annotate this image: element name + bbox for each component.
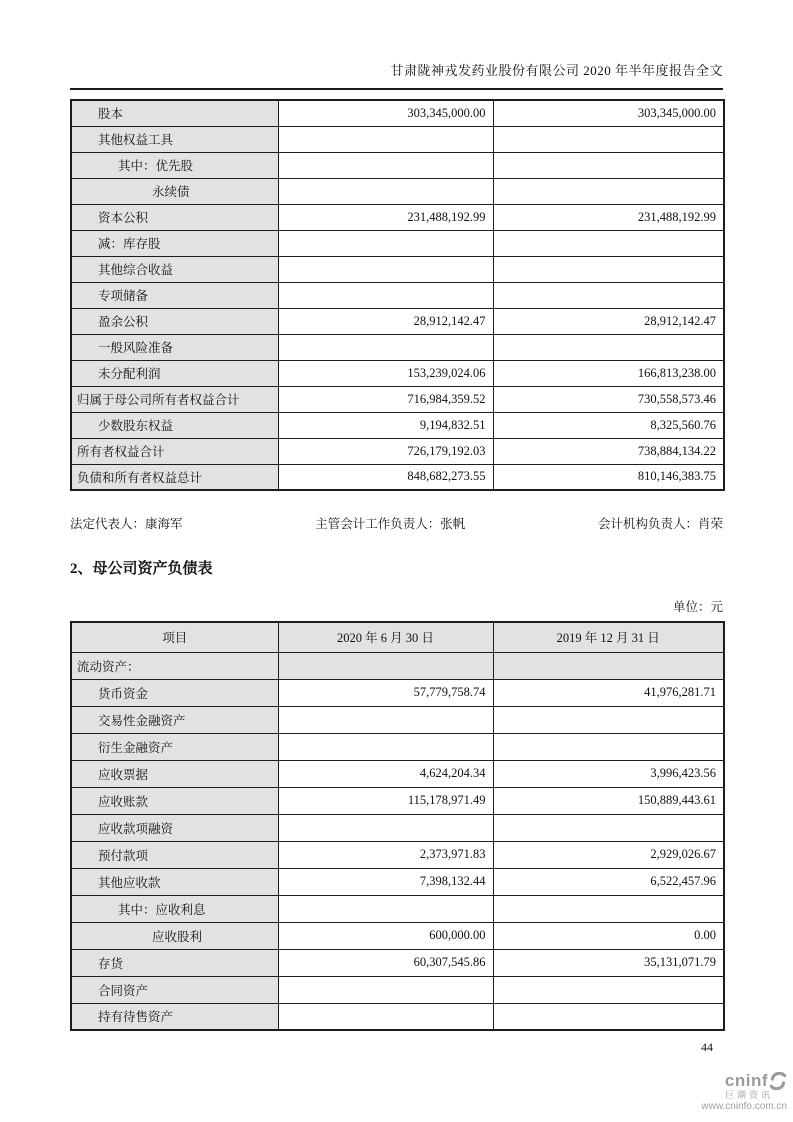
cninfo-url: www.cninfo.com.cn [701, 1101, 787, 1113]
value-2020 [278, 976, 493, 1003]
row-label: 减：库存股 [71, 230, 278, 256]
table-row [71, 204, 724, 230]
table2-body [71, 652, 724, 1030]
parent-company-balance-sheet-table [70, 621, 725, 1031]
value-2019: 0.00 [493, 922, 724, 949]
row-label: 股本 [71, 100, 278, 126]
table-row [71, 308, 724, 334]
value-2019 [493, 706, 724, 733]
table-row [71, 679, 724, 706]
value-2020 [278, 895, 493, 922]
table1-body [71, 100, 724, 490]
value-prior: 730,558,573.46 [493, 386, 724, 412]
value-2019 [493, 895, 724, 922]
accounting-department-head: 会计机构负责人：肖荣 [597, 517, 723, 531]
value-prior [493, 152, 724, 178]
row-label: 所有者权益合计 [71, 438, 278, 464]
table-row [71, 282, 724, 308]
legal-representative: 法定代表人：康海军 [70, 517, 183, 531]
value-current: 716,984,359.52 [278, 386, 493, 412]
row-label: 衍生金融资产 [71, 733, 278, 760]
value-prior: 231,488,192.99 [493, 204, 724, 230]
value-2019 [493, 1003, 724, 1030]
value-current [278, 152, 493, 178]
value-2020: 60,307,545.86 [278, 949, 493, 976]
value-prior: 810,146,383.75 [493, 464, 724, 490]
table-row [71, 787, 724, 814]
row-label: 盈余公积 [71, 308, 278, 334]
value-2020: 4,624,204.34 [278, 760, 493, 787]
page-header-title: 甘肃陇神戎发药业股份有限公司 2020 年半年度报告全文 [70, 0, 723, 90]
table-row [71, 386, 724, 412]
row-label: 存货 [71, 949, 278, 976]
value-prior: 303,345,000.00 [493, 100, 724, 126]
consolidated-balance-sheet-equity-table [70, 99, 725, 491]
row-label: 其他权益工具 [71, 126, 278, 152]
value-current: 848,682,273.55 [278, 464, 493, 490]
row-label: 交易性金融资产 [71, 706, 278, 733]
value-prior: 28,912,142.47 [493, 308, 724, 334]
value-2019 [493, 733, 724, 760]
value-current: 726,179,192.03 [278, 438, 493, 464]
value-2019: 6,522,457.96 [493, 868, 724, 895]
row-label: 归属于母公司所有者权益合计 [71, 386, 278, 412]
value-current: 153,239,024.06 [278, 360, 493, 386]
table-row [71, 126, 724, 152]
table-row [71, 178, 724, 204]
row-label: 预付款项 [71, 841, 278, 868]
row-label: 其他应收款 [71, 868, 278, 895]
table-row [71, 706, 724, 733]
value-2020 [278, 652, 493, 679]
table-row [71, 868, 724, 895]
value-2019 [493, 652, 724, 679]
cninfo-chinese-name: 巨潮资讯 [724, 1090, 773, 1100]
value-2020 [278, 706, 493, 733]
row-label: 永续债 [71, 178, 278, 204]
table-row [71, 841, 724, 868]
row-label: 应收账款 [71, 787, 278, 814]
section-title: 2、母公司资产负债表 [70, 561, 213, 577]
row-label: 一般风险准备 [71, 334, 278, 360]
column-header-2020: 2020 年 6 月 30 日 [278, 622, 493, 652]
cninfo-swirl-icon [769, 1072, 787, 1090]
value-prior [493, 256, 724, 282]
value-current: 9,194,832.51 [278, 412, 493, 438]
row-label: 少数股东权益 [71, 412, 278, 438]
table-row [71, 412, 724, 438]
value-2020: 600,000.00 [278, 922, 493, 949]
value-prior [493, 282, 724, 308]
value-prior: 166,813,238.00 [493, 360, 724, 386]
value-prior [493, 334, 724, 360]
row-label: 流动资产： [71, 652, 278, 679]
table-row [71, 360, 724, 386]
row-label: 其中：应收利息 [71, 895, 278, 922]
table-row [71, 256, 724, 282]
row-label: 其中：优先股 [71, 152, 278, 178]
value-2019: 35,131,071.79 [493, 949, 724, 976]
value-2019: 150,889,443.61 [493, 787, 724, 814]
row-label: 资本公积 [71, 204, 278, 230]
value-prior: 738,884,134.22 [493, 438, 724, 464]
value-2020 [278, 733, 493, 760]
table-row [71, 152, 724, 178]
value-current: 303,345,000.00 [278, 100, 493, 126]
column-header-item: 项目 [71, 622, 278, 652]
value-2020: 7,398,132.44 [278, 868, 493, 895]
row-label: 持有待售资产 [71, 1003, 278, 1030]
cninfo-logo [657, 1072, 787, 1113]
row-label: 货币资金 [71, 679, 278, 706]
table-row [71, 895, 724, 922]
signature-line [70, 514, 723, 532]
row-label: 合同资产 [71, 976, 278, 1003]
row-label: 应收票据 [71, 760, 278, 787]
table-row [71, 922, 724, 949]
row-label: 专项储备 [71, 282, 278, 308]
table-row [71, 1003, 724, 1030]
value-2020 [278, 814, 493, 841]
chief-accounting-officer: 主管会计工作负责人：张帆 [315, 517, 466, 531]
value-current [278, 230, 493, 256]
table-row [71, 733, 724, 760]
table-row [71, 230, 724, 256]
row-label: 其他综合收益 [71, 256, 278, 282]
table-row [71, 438, 724, 464]
value-2019 [493, 976, 724, 1003]
value-2020 [278, 1003, 493, 1030]
table-row [71, 100, 724, 126]
row-label: 负债和所有者权益总计 [71, 464, 278, 490]
row-label: 应收款项融资 [71, 814, 278, 841]
table-row [71, 814, 724, 841]
table-row [71, 949, 724, 976]
value-prior [493, 230, 724, 256]
value-2020: 57,779,758.74 [278, 679, 493, 706]
value-current [278, 282, 493, 308]
value-prior [493, 178, 724, 204]
value-current: 28,912,142.47 [278, 308, 493, 334]
value-2019 [493, 814, 724, 841]
page-number: 44 [701, 1040, 713, 1054]
value-2020: 115,178,971.49 [278, 787, 493, 814]
value-current: 231,488,192.99 [278, 204, 493, 230]
value-2019: 2,929,026.67 [493, 841, 724, 868]
row-label: 应收股利 [71, 922, 278, 949]
row-label: 未分配利润 [71, 360, 278, 386]
table-row [71, 652, 724, 679]
value-2019: 41,976,281.71 [493, 679, 724, 706]
value-prior: 8,325,560.76 [493, 412, 724, 438]
value-current [278, 178, 493, 204]
unit-label: 单位：元 [672, 600, 723, 614]
value-prior [493, 126, 724, 152]
value-current [278, 334, 493, 360]
table-row [71, 464, 724, 490]
table-header-row [71, 622, 724, 652]
value-2019: 3,996,423.56 [493, 760, 724, 787]
table-row [71, 334, 724, 360]
value-current [278, 126, 493, 152]
value-2020: 2,373,971.83 [278, 841, 493, 868]
column-header-2019: 2019 年 12 月 31 日 [493, 622, 724, 652]
cninfo-brand-text: cninf [724, 1071, 768, 1091]
table-row [71, 976, 724, 1003]
table-row [71, 760, 724, 787]
value-current [278, 256, 493, 282]
